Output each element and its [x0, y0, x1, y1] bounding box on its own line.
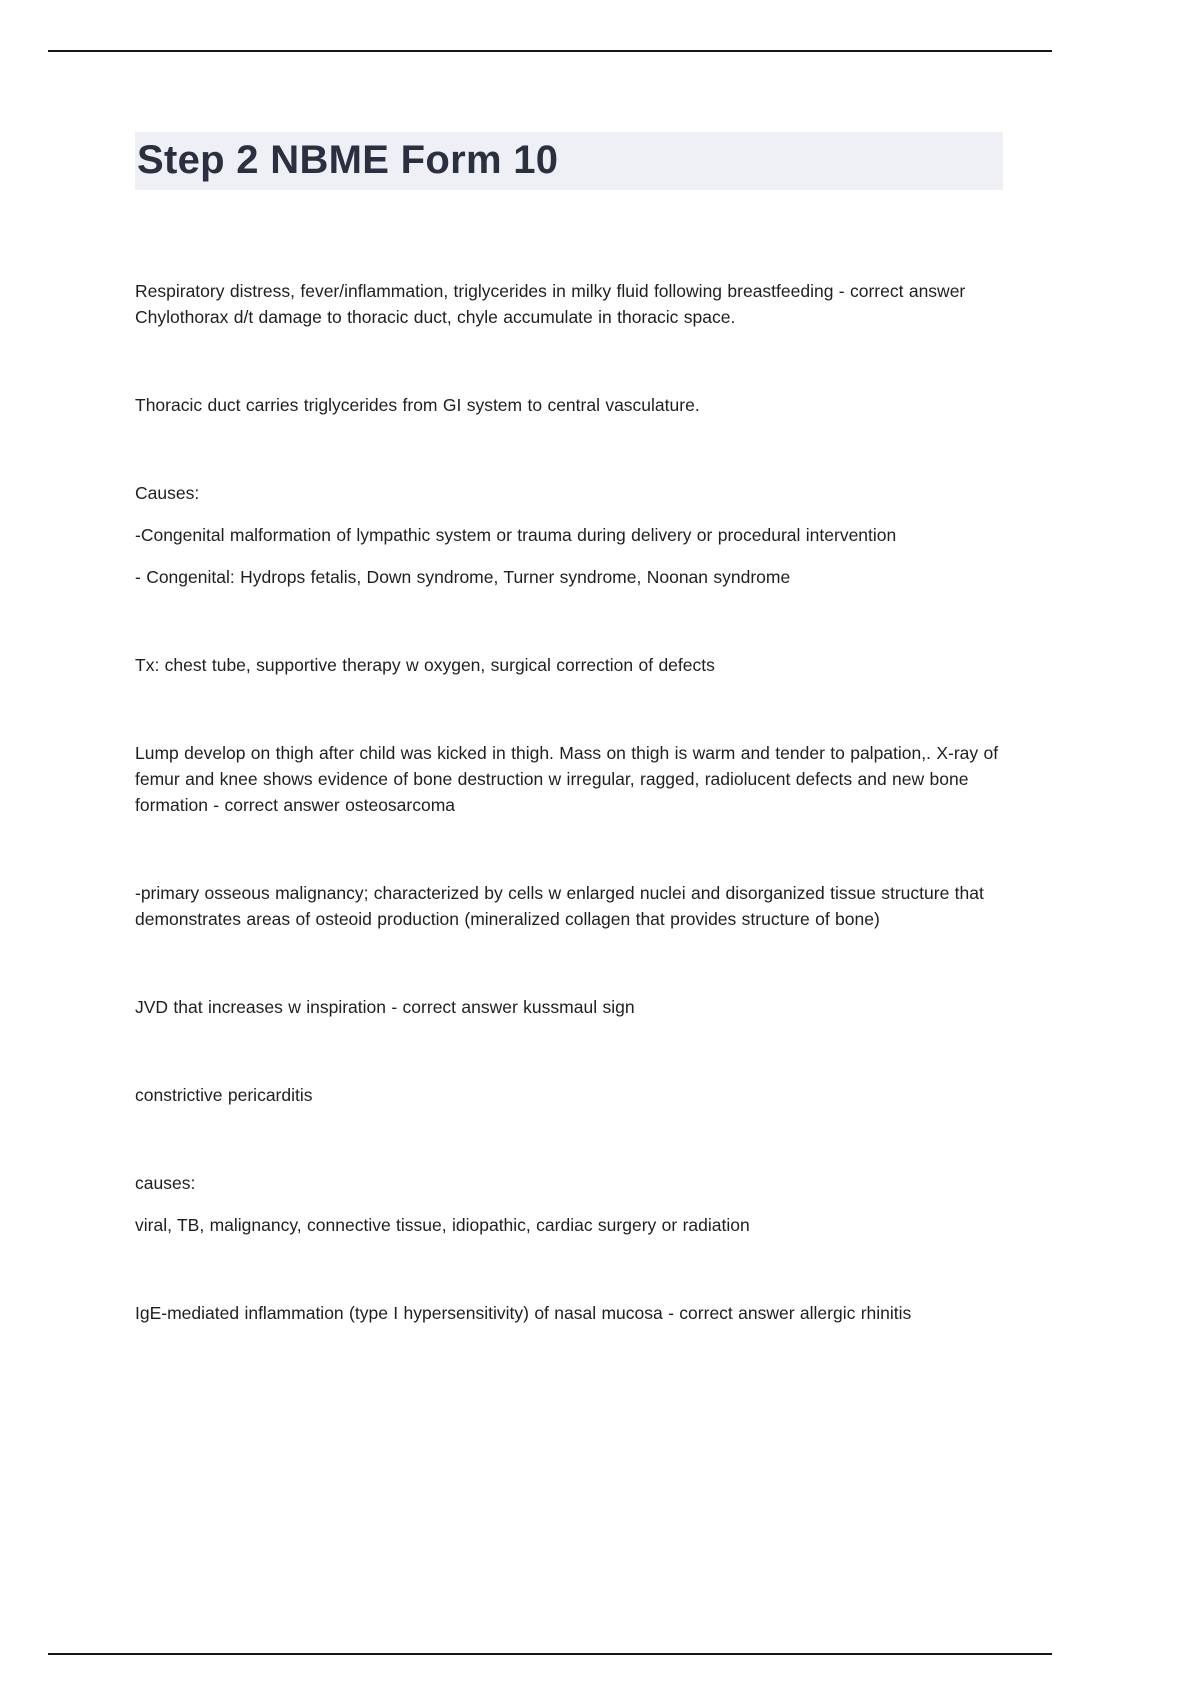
paragraph: Respiratory distress, fever/inflammation, triglycerides in milky fluid following breastfeeding - correct answer Chylothorax d/t damage to thoracic duct, chyle accumulate in thoracic space.	[135, 281, 966, 327]
bottom-rule	[48, 1653, 1052, 1655]
paragraph: -Congenital malformation of lympathic system or trauma during delivery or procedural intervention	[135, 525, 897, 545]
paragraph: -primary osseous malignancy; characterized by cells w enlarged nuclei and disorganized tissue structure that demonstrates areas of osteoid production (mineralized collagen that provides structure of bone)	[135, 883, 984, 929]
paragraph: Causes:	[135, 483, 200, 503]
paragraph: IgE-mediated inflammation (type I hypersensitivity) of nasal mucosa - correct answer allergic rhinitis	[135, 1303, 912, 1323]
paragraph: Tx: chest tube, supportive therapy w oxygen, surgical correction of defects	[135, 655, 715, 675]
paragraph: - Congenital: Hydrops fetalis, Down syndrome, Turner syndrome, Noonan syndrome	[135, 567, 791, 587]
top-rule	[48, 50, 1052, 52]
paragraph: causes:	[135, 1173, 196, 1193]
document-content	[135, 132, 1003, 1326]
paragraph: Thoracic duct carries triglycerides from GI system to central vasculature.	[135, 395, 700, 415]
paragraph: JVD that increases w inspiration - correct answer kussmaul sign	[135, 997, 635, 1017]
page-title: Step 2 NBME Form 10	[135, 132, 1003, 190]
paragraph: viral, TB, malignancy, connective tissue, idiopathic, cardiac surgery or radiation	[135, 1215, 750, 1235]
paragraph: constrictive pericarditis	[135, 1085, 313, 1105]
paragraph: Lump develop on thigh after child was kicked in thigh. Mass on thigh is warm and tender to palpation,. X-ray of femur and knee shows evidence of bone destruction w irregular, ragged, radiolucent defects and new bone formation - correct answer osteosarcoma	[135, 743, 999, 815]
